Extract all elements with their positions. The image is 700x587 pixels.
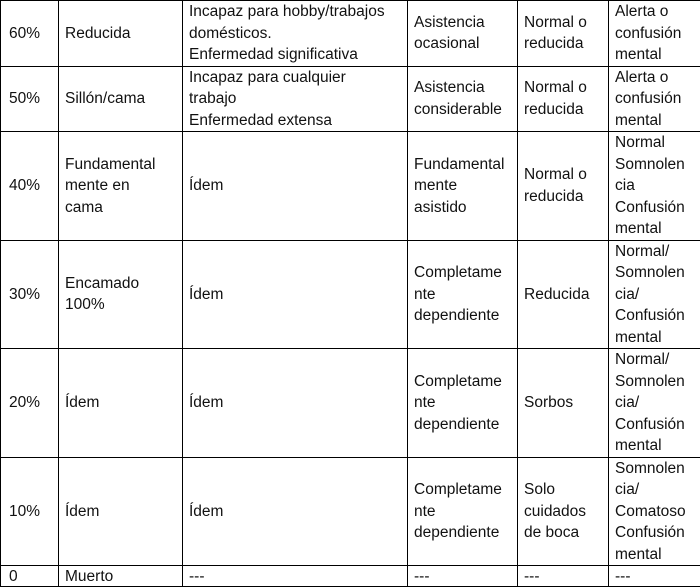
percent-cell: 20% (1, 349, 59, 458)
self-care-cell: Fundamental mente asistido (408, 132, 518, 241)
intake-cell: Normal o reducida (518, 66, 609, 132)
self-care-cell: Asistencia ocasional (408, 1, 518, 67)
activity-cell: Sillón/cama (59, 66, 183, 132)
consciousness-cell: Alerta o confusión mental (609, 66, 700, 132)
consciousness-cell: Alerta o confusión mental (609, 1, 700, 67)
percent-cell: 60% (1, 1, 59, 67)
work-disease-cell: Ídem (183, 457, 408, 566)
consciousness-cell: Somnolen cia/ Comatoso Confusión mental (609, 457, 700, 566)
activity-cell: Reducida (59, 1, 183, 67)
intake-cell: Sorbos (518, 349, 609, 458)
consciousness-cell: Normal Somnolen cia Confusión mental (609, 132, 700, 241)
intake-cell: Solo cuidados de boca (518, 457, 609, 566)
table-row (1, 66, 700, 132)
activity-cell: Muerto (59, 566, 183, 587)
self-care-cell: Completame nte dependiente (408, 349, 518, 458)
activity-cell: Ídem (59, 349, 183, 458)
intake-cell: Normal o reducida (518, 132, 609, 241)
percent-cell: 50% (1, 66, 59, 132)
percent-cell: 30% (1, 240, 59, 349)
intake-cell: --- (518, 566, 609, 587)
table-row (1, 457, 700, 566)
consciousness-cell: Normal/ Somnolen cia/ Confusión mental (609, 349, 700, 458)
percent-cell: 40% (1, 132, 59, 241)
table-row (1, 240, 700, 349)
work-disease-cell: Ídem (183, 132, 408, 241)
table-row (1, 1, 700, 67)
activity-cell: Fundamental mente en cama (59, 132, 183, 241)
activity-cell: Encamado 100% (59, 240, 183, 349)
consciousness-cell: Normal/ Somnolen cia/ Confusión mental (609, 240, 700, 349)
self-care-cell: Asistencia considerable (408, 66, 518, 132)
table-row (1, 349, 700, 458)
work-disease-cell: --- (183, 566, 408, 587)
activity-cell: Ídem (59, 457, 183, 566)
percent-cell: 0 (1, 566, 59, 587)
consciousness-cell: --- (609, 566, 700, 587)
work-disease-cell: Ídem (183, 349, 408, 458)
intake-cell: Reducida (518, 240, 609, 349)
percent-cell: 10% (1, 457, 59, 566)
self-care-cell: Completame nte dependiente (408, 457, 518, 566)
self-care-cell: --- (408, 566, 518, 587)
work-disease-cell: Incapaz para cualquier trabajo Enfermedad extensa (183, 66, 408, 132)
work-disease-cell: Ídem (183, 240, 408, 349)
table-row (1, 566, 700, 587)
table-row (1, 132, 700, 241)
intake-cell: Normal o reducida (518, 1, 609, 67)
work-disease-cell: Incapaz para hobby/trabajos domésticos. Enfermedad significativa (183, 1, 408, 67)
self-care-cell: Completame nte dependiente (408, 240, 518, 349)
